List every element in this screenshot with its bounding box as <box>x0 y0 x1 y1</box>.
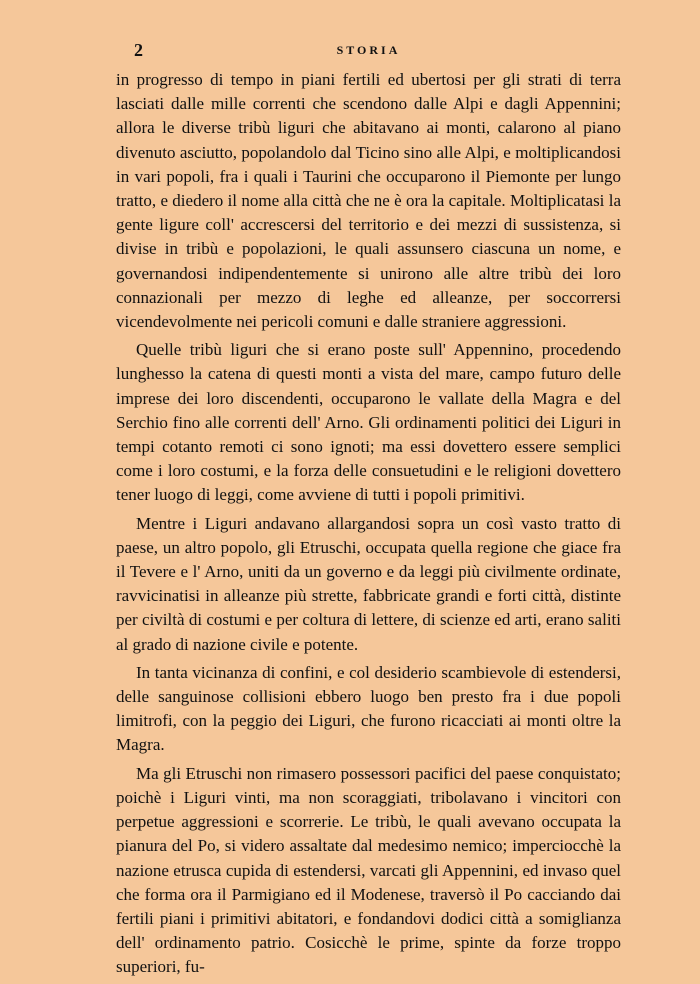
paragraph-3: Mentre i Liguri andavano allargandosi sopra un così vasto tratto di paese, un altro popolo, gli Etruschi, occupata quella regione che giace fra il Tevere e l' Arno, uniti da un governo e da leggi più civilmente ordinate, ravvicinatisi in alleanze più strette, fabbricate grandi e forti città, distinte per civiltà di costumi e per coltura di lettere, di scienze ed arti, erano saliti al grado di nazione civile e potente. <box>116 513 621 654</box>
page-number: 2 <box>134 40 143 60</box>
body-text <box>116 68 621 984</box>
page-header <box>116 40 621 60</box>
paragraph-1: in progresso di tempo in piani fertili ed ubertosi per gli strati di terra lasciati dalle mille correnti che scendono dalle Alpi e dagli Appennini; allora le diverse tribù liguri che abitavano ai monti, calarono al piano divenuto asciutto, popolandolo dal Ticino sino alle Alpi, e moltiplicandosi in vari popoli, fra i quali i Taurini che occuparono il Piemonte per lungo tratto, e diedero il nome alla città che ne è ora la capitale. Moltiplicatasi la gente ligure coll' accrescersi del territorio e dei mezzi di sussistenza, si divise in tribù e popolazioni, le quali assunsero ciascuna un nome, e governandosi indipendentemente si unirono alle altre tribù dei loro connazionali per mezzo di leghe ed alleanze, per soccorrersi vicendevolmente nei pericoli comuni e dalle straniere aggressioni. <box>116 70 621 332</box>
running-title: STORIA <box>336 43 401 57</box>
paragraph-2: Quelle tribù liguri che si erano poste sull' Appennino, procedendo lunghesso la catena di questi monti a vista del mare, campo futuro delle imprese dei loro discendenti, occuparono le vallate della Magra e del Serchio fino alle correnti dell' Arno. Gli ordinamenti politici dei Liguri in tempi cotanto remoti ci sono ignoti; ma essi dovettero essere semplici come i loro costumi, e la forza delle consuetudini e le religioni dovettero tener luogo di leggi, come avviene di tutti i popoli primitivi. <box>116 340 621 505</box>
paragraph-4: In tanta vicinanza di confini, e col desiderio scambievole di estendersi, delle sanguinose collisioni ebbero luogo ben presto fra i due popoli limitrofi, con la peggio dei Liguri, che furono ricacciati ai monti oltre la Magra. <box>116 662 621 755</box>
paragraph-5: Ma gli Etruschi non rimasero possessori pacifici del paese conquistato; poichè i Liguri vinti, ma non scoraggiati, tribolavano i vincitori con perpetue aggressioni e scorrerie. Le tribù, le quali avevano occupata la pianura del Po, si videro assaltate dal medesimo nemico; imperciocchè la nazione etrusca cupida di estendersi, varcati gli Appennini, ed invaso quel che forma ora il Parmigiano ed il Modenese, traversò il Po cacciando dai fertili piani i primitivi abitatori, e fondandovi dodici città a somiglianza dell' ordinamento patrio. Cosicchè le prime, spinte da forze troppo superiori, fu- <box>116 763 621 977</box>
